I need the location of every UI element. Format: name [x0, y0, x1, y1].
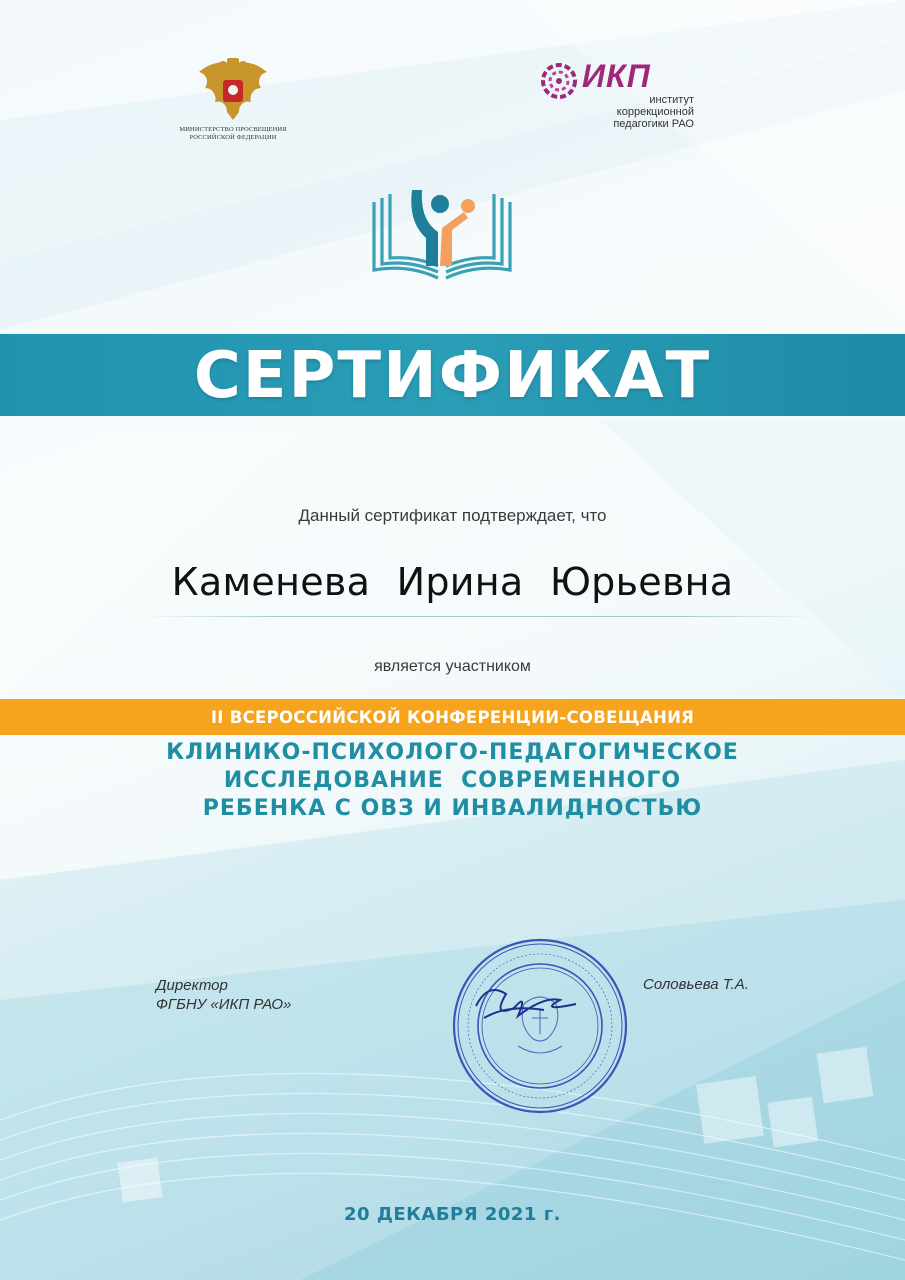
- confirm-text: Данный сертификат подтверждает, что: [298, 506, 607, 525]
- conference-title-line2: ИССЛЕДОВАНИЕ СОВРЕМЕННОГО: [223, 768, 682, 793]
- ikp-swirl-icon: [540, 62, 578, 100]
- ministry-logo: [178, 56, 288, 146]
- ikp-subtitle-line3: педагогики РАО: [613, 118, 694, 130]
- ikp-name: ИКП: [582, 58, 651, 94]
- conference-number-line: II ВСЕРОССИЙСКОЙ КОНФЕРЕНЦИИ-СОВЕЩАНИЯ: [210, 708, 695, 727]
- participant-text: является участником: [374, 658, 531, 675]
- certificate-title: СЕРТИФИКАТ: [193, 339, 712, 413]
- director-position-line1: Директор: [156, 977, 228, 994]
- ministry-caption-line1: МИНИСТЕРСТВО ПРОСВЕЩЕНИЯ: [179, 126, 287, 133]
- ministry-caption-line2: РОССИЙСКОЙ ФЕДЕРАЦИИ: [189, 133, 277, 141]
- ikp-subtitle-line1: институт: [649, 94, 694, 106]
- open-book-logo-icon: [368, 182, 516, 282]
- signer-name: Соловьева Т.А.: [643, 976, 749, 993]
- conference-title: [0, 739, 905, 823]
- official-stamp-icon: [448, 934, 633, 1119]
- director-position-line2: ФГБНУ «ИКП РАО»: [156, 996, 292, 1013]
- ikp-logo: [540, 58, 694, 140]
- certificate-date: 20 ДЕКАБРЯ 2021 г.: [344, 1204, 561, 1225]
- director-position: [156, 976, 291, 1014]
- conference-title-line1: КЛИНИКО-ПСИХОЛОГО-ПЕДАГОГИЧЕСКОЕ: [166, 740, 739, 765]
- recipient-name: Каменева Ирина Юрьевна: [171, 560, 734, 604]
- ikp-subtitle-line2: коррекционной: [616, 106, 694, 118]
- eagle-emblem-icon: [193, 56, 273, 122]
- name-underline: [140, 616, 820, 617]
- conference-title-line3: РЕБЕНКА С ОВЗ И ИНВАЛИДНОСТЬЮ: [202, 796, 703, 821]
